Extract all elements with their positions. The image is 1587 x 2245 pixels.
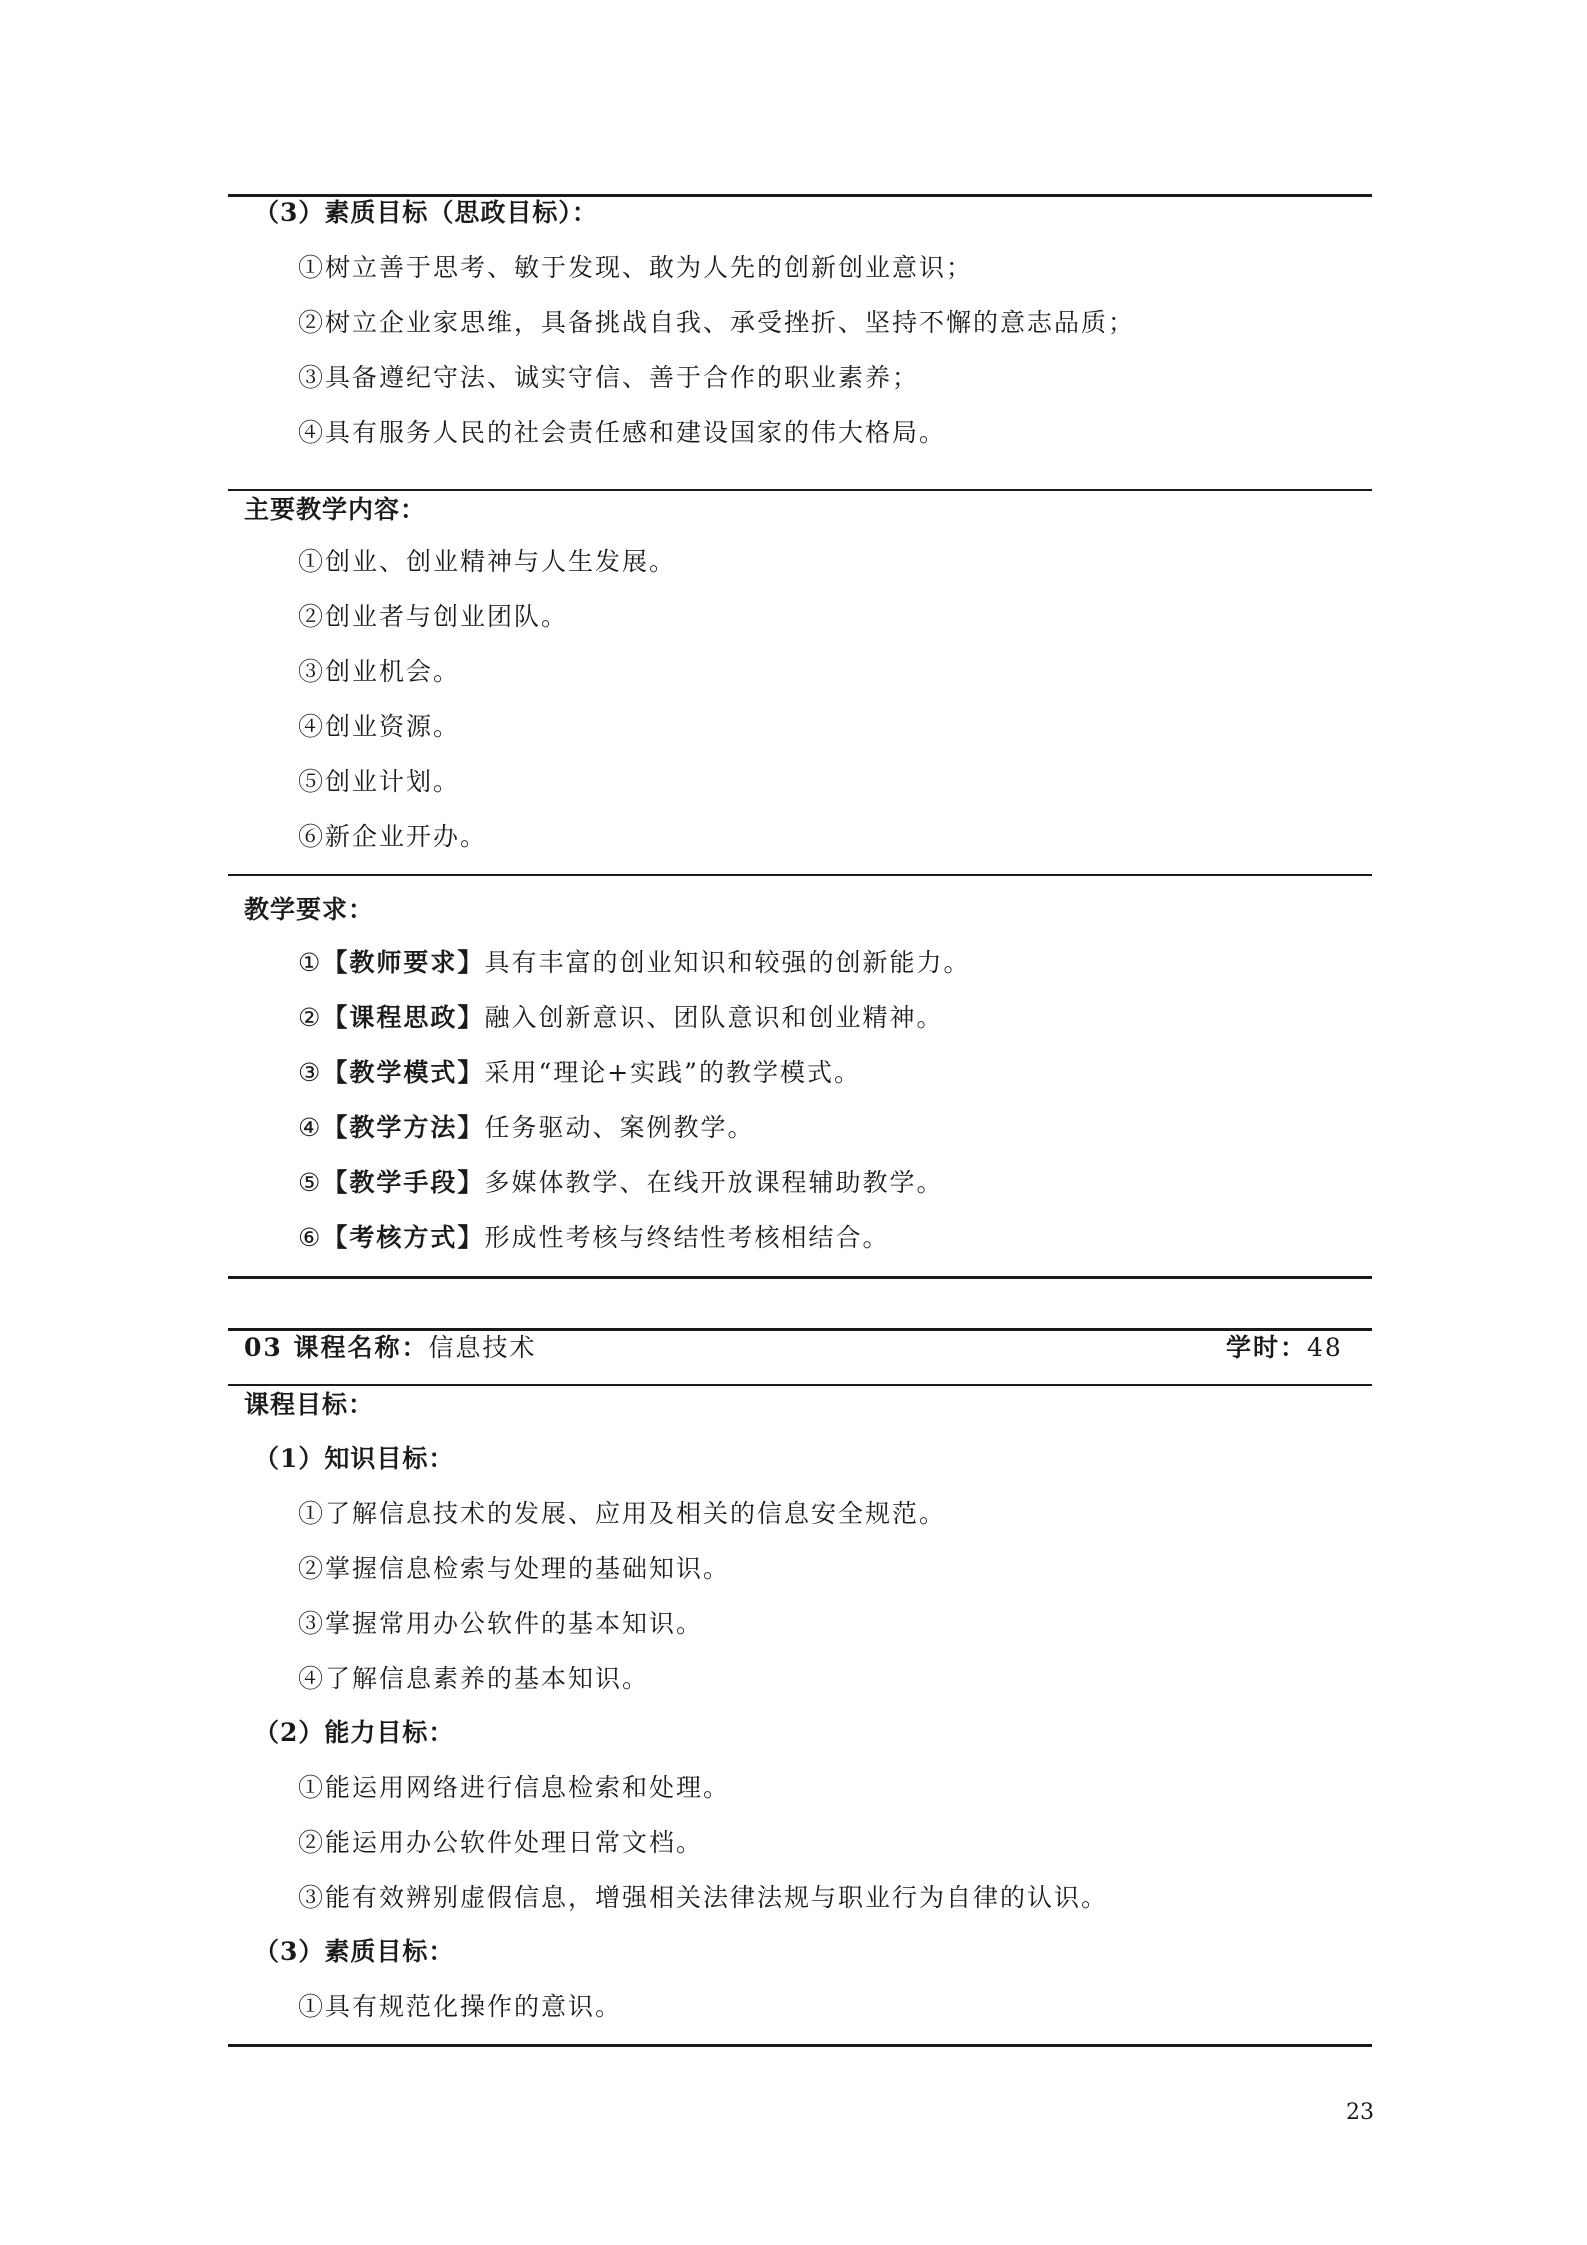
section-divider xyxy=(228,489,1372,491)
list-item: ④具有服务人民的社会责任感和建设国家的伟大格局。 xyxy=(298,418,947,447)
page-number: 23 xyxy=(1346,2100,1374,2125)
list-item: ②掌握信息检索与处理的基础知识。 xyxy=(298,1554,731,1583)
item-tag: 【教学方法】 xyxy=(322,1113,485,1142)
course-goals-heading: 课程目标： xyxy=(244,1390,375,1419)
teaching-requirements-heading: 教学要求： xyxy=(244,895,375,924)
list-item: ④创业资源。 xyxy=(298,712,461,741)
list-item: ③能有效辨别虚假信息，增强相关法律法规与职业行为自律的认识。 xyxy=(298,1883,1109,1912)
item-text: 具有丰富的创业知识和较强的创新能力。 xyxy=(484,948,971,977)
requirement-item xyxy=(298,946,970,980)
list-item: ①能运用网络进行信息检索和处理。 xyxy=(298,1773,731,1802)
course-name: 信息技术 xyxy=(428,1333,537,1362)
list-item: ③掌握常用办公软件的基本知识。 xyxy=(298,1609,704,1638)
item-tag: 【考核方式】 xyxy=(322,1223,485,1252)
item-text: 形成性考核与终结性考核相结合。 xyxy=(484,1223,890,1252)
item-tag: 【教学手段】 xyxy=(322,1168,485,1197)
hours-value: 48 xyxy=(1307,1333,1343,1362)
section-divider xyxy=(228,874,1372,876)
list-item: ②创业者与创业团队。 xyxy=(298,602,569,631)
list-item: ②能运用办公软件处理日常文档。 xyxy=(298,1828,704,1857)
section-divider xyxy=(228,1384,1372,1386)
list-item: ④了解信息素养的基本知识。 xyxy=(298,1664,650,1693)
quality-goals-heading: （3）素质目标： xyxy=(254,1937,455,1966)
course-title-row xyxy=(244,1331,537,1365)
knowledge-goals-heading: （1）知识目标： xyxy=(254,1444,455,1473)
table-bottom-rule xyxy=(228,1276,1372,1279)
item-tag: 【教师要求】 xyxy=(322,948,485,977)
list-item: ②树立企业家思维，具备挑战自我、承受挫折、坚持不懈的意志品质； xyxy=(298,308,1136,337)
item-text: 多媒体教学、在线开放课程辅助教学。 xyxy=(484,1168,944,1197)
list-item: ⑥新企业开办。 xyxy=(298,822,488,851)
table-bottom-rule xyxy=(228,2044,1372,2047)
requirement-item xyxy=(298,1056,861,1090)
ability-goals-heading: （2）能力目标： xyxy=(254,1718,455,1747)
course-name-label: 03 课程名称： xyxy=(244,1333,429,1362)
requirement-item xyxy=(298,1001,943,1035)
item-tag: 【教学模式】 xyxy=(322,1058,485,1087)
teaching-content-heading: 主要教学内容： xyxy=(244,495,427,524)
list-item: ①具有规范化操作的意识。 xyxy=(298,1992,623,2021)
list-item: ⑤创业计划。 xyxy=(298,767,461,796)
course-hours xyxy=(1226,1331,1343,1365)
item-tag: 【课程思政】 xyxy=(322,1003,485,1032)
list-item: ①树立善于思考、敏于发现、敢为人先的创新创业意识； xyxy=(298,253,974,282)
item-number: ① xyxy=(298,948,323,977)
requirement-item xyxy=(298,1221,889,1255)
list-item: ③具备遵纪守法、诚实守信、善于合作的职业素养； xyxy=(298,363,920,392)
hours-label: 学时： xyxy=(1226,1333,1308,1362)
list-item: ①创业、创业精神与人生发展。 xyxy=(298,547,677,576)
item-number: ③ xyxy=(298,1058,323,1087)
item-number: ⑤ xyxy=(298,1168,323,1197)
item-number: ④ xyxy=(298,1113,323,1142)
item-text: 融入创新意识、团队意识和创业精神。 xyxy=(484,1003,944,1032)
item-text: 采用“理论+实践”的教学模式。 xyxy=(484,1058,861,1087)
list-item: ③创业机会。 xyxy=(298,657,461,686)
item-number: ② xyxy=(298,1003,323,1032)
item-number: ⑥ xyxy=(298,1223,323,1252)
item-text: 任务驱动、案例教学。 xyxy=(484,1113,755,1142)
quality-goals-heading: （3）素质目标（思政目标）： xyxy=(254,198,598,227)
requirement-item xyxy=(298,1166,943,1200)
requirement-item xyxy=(298,1111,754,1145)
list-item: ①了解信息技术的发展、应用及相关的信息安全规范。 xyxy=(298,1499,947,1528)
